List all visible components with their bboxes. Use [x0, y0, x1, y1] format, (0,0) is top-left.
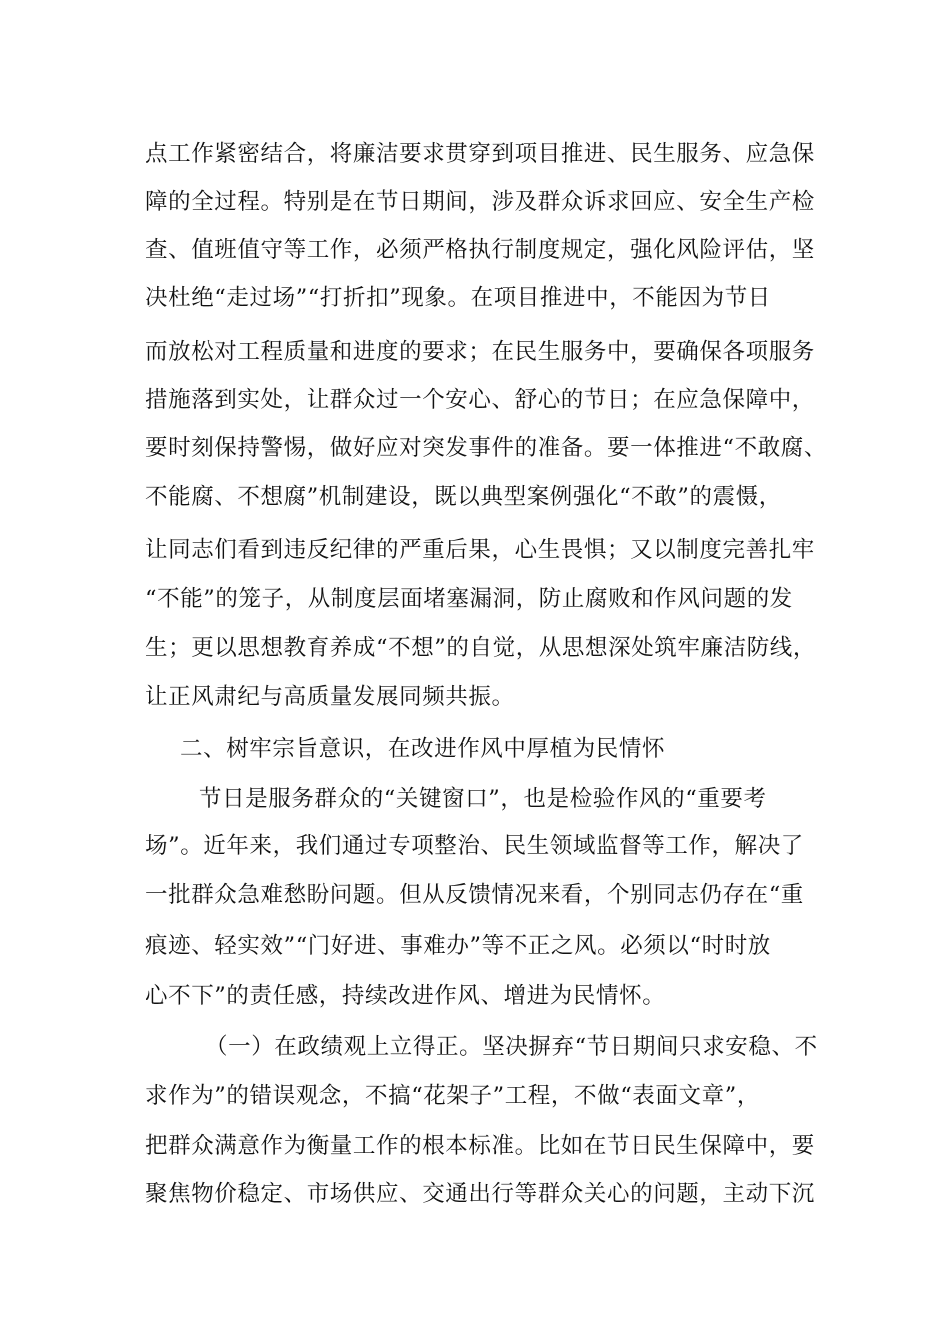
paragraph-line: 场”。近年来，我们通过专项整治、民生领域监督等工作，解决了: [145, 833, 804, 859]
paragraph-line: 一批群众急难愁盼问题。但从反馈情况来看，个别同志仍存在“重: [145, 882, 804, 908]
paragraph-line: 让正风肃纪与高质量发展同频共振。: [145, 684, 515, 710]
paragraph-line: 要时刻保持警惕，做好应对突发事件的准备。要一体推进“不敢腐、: [145, 435, 828, 461]
paragraph-line: 不能腐、不想腐”机制建设，既以典型案例强化“不敢”的震慑，: [145, 484, 782, 510]
paragraph-line: 让同志们看到违反纪律的严重后果，心生畏惧；又以制度完善扎牢: [145, 537, 815, 563]
paragraph-line: 求作为”的错误观念，不搞“花架子”工程，不做“表面文章”，: [145, 1083, 760, 1109]
paragraph-line: 而放松对工程质量和进度的要求；在民生服务中，要确保各项服务: [145, 339, 815, 365]
paragraph-line: 障的全过程。特别是在节日期间，涉及群众诉求回应、安全生产检: [145, 189, 815, 215]
paragraph-line: 心不下”的责任感，持续改进作风、增进为民情怀。: [145, 983, 666, 1009]
paragraph-line: 节日是服务群众的“关键窗口”，也是检验作风的“重要考: [199, 786, 767, 812]
paragraph-line: 查、值班值守等工作，必须严格执行制度规定，强化风险评估，坚: [145, 237, 815, 263]
section-heading: 二、树牢宗旨意识，在改进作风中厚植为民情怀: [180, 736, 666, 762]
subsection-line: （一）在政绩观上立得正。坚决摒弃“节日期间只求安稳、不: [205, 1034, 818, 1060]
paragraph-line: 生；更以思想教育养成“不想”的自觉，从思想深处筑牢廉洁防线，: [145, 635, 817, 661]
paragraph-line: 决杜绝“走过场”“打折扣”现象。在项目推进中，不能因为节日: [145, 285, 771, 311]
paragraph-line: 聚焦物价稳定、市场供应、交通出行等群众关心的问题，主动下沉: [145, 1181, 815, 1207]
paragraph-line: 措施落到实处，让群众过一个安心、舒心的节日；在应急保障中，: [145, 387, 815, 413]
paragraph-line: “不能”的笼子，从制度层面堵塞漏洞，防止腐败和作风问题的发: [145, 586, 793, 612]
paragraph-line: 点工作紧密结合，将廉洁要求贯穿到项目推进、民生服务、应急保: [145, 141, 815, 167]
paragraph-line: 把群众满意作为衡量工作的根本标准。比如在节日民生保障中，要: [145, 1133, 815, 1159]
paragraph-line: 痕迹、轻实效”“门好进、事难办”等不正之风。必须以“时时放: [145, 933, 771, 959]
